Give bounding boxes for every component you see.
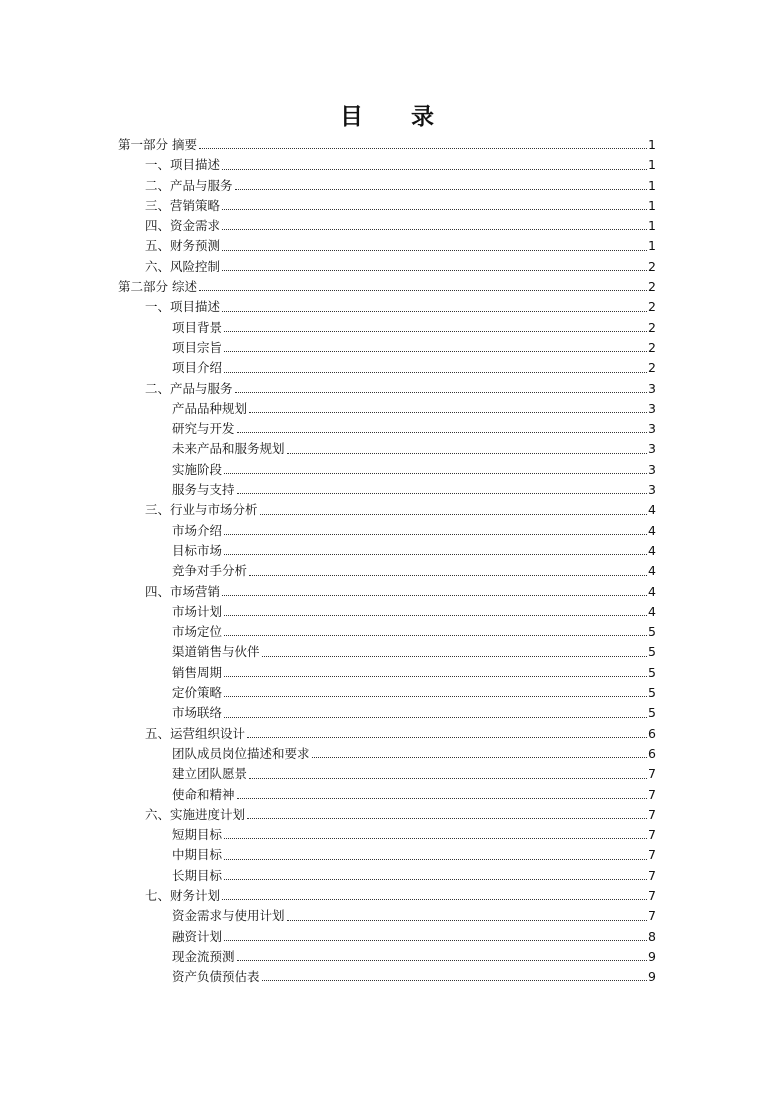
toc-entry-page-number: 3 (648, 441, 656, 457)
toc-entry[interactable] (118, 886, 656, 906)
toc-entry-page-number: 3 (648, 482, 656, 498)
toc-entry-page-number: 5 (648, 685, 656, 701)
toc-entry[interactable] (118, 480, 656, 500)
toc-entry-label: 三、行业与市场分析 (145, 502, 258, 518)
dot-leader (249, 575, 647, 576)
toc-entry[interactable] (118, 785, 656, 805)
toc-entry-page-number: 9 (648, 948, 656, 964)
toc-entry-label: 团队成员岗位描述和要求 (172, 745, 310, 761)
toc-entry-label: 短期目标 (172, 827, 223, 843)
toc-entry[interactable] (118, 642, 656, 662)
toc-entry-page-number: 6 (648, 745, 656, 761)
toc-entry[interactable] (118, 155, 656, 175)
toc-entry-label: 五、运营组织设计 (145, 725, 246, 741)
toc-entry-label: 研究与开发 (172, 421, 235, 437)
toc-entry[interactable] (118, 622, 656, 642)
toc-entry[interactable] (118, 460, 656, 480)
dot-leader (249, 412, 647, 413)
dot-leader (224, 331, 647, 332)
dot-leader (262, 980, 648, 981)
dot-leader (222, 270, 647, 271)
dot-leader (224, 676, 647, 677)
dot-leader (247, 818, 647, 819)
toc-entry-page-number: 5 (648, 624, 656, 640)
dot-leader (224, 717, 647, 718)
toc-entry-page-number: 3 (648, 400, 656, 416)
toc-entry[interactable] (118, 318, 656, 338)
dot-leader (262, 656, 648, 657)
toc-entry-label: 项目背景 (172, 319, 223, 335)
toc-entry-page-number: 4 (648, 522, 656, 538)
dot-leader (260, 514, 648, 515)
toc-entry[interactable] (118, 967, 656, 987)
dot-leader (287, 920, 648, 921)
toc-entry-label: 竞争对手分析 (172, 563, 248, 579)
dot-leader (222, 209, 647, 210)
toc-entry-label: 现金流预测 (172, 948, 235, 964)
toc-entry-label: 第二部分 综述 (118, 279, 197, 295)
dot-leader (224, 635, 647, 636)
toc-entry-label: 四、资金需求 (145, 218, 221, 234)
dot-leader (222, 169, 647, 170)
dot-leader (222, 250, 647, 251)
dot-leader (235, 392, 648, 393)
toc-entry-label: 六、风险控制 (145, 258, 221, 274)
toc-entry[interactable] (118, 176, 656, 196)
toc-entry[interactable] (118, 379, 656, 399)
dot-leader (224, 940, 647, 941)
toc-entry-page-number: 7 (648, 867, 656, 883)
dot-leader (237, 798, 648, 799)
toc-entry-label: 融资计划 (172, 928, 223, 944)
toc-entry-page-number: 4 (648, 563, 656, 579)
toc-entry[interactable] (118, 866, 656, 886)
toc-entry-page-number: 7 (648, 806, 656, 822)
dot-leader (224, 534, 647, 535)
toc-entry[interactable] (118, 805, 656, 825)
toc-entry[interactable] (118, 845, 656, 865)
toc-entry-page-number: 4 (648, 502, 656, 518)
toc-entry-label: 六、实施进度计划 (145, 806, 246, 822)
dot-leader (224, 473, 647, 474)
dot-leader (237, 960, 648, 961)
toc-entry-page-number: 2 (648, 339, 656, 355)
toc-entry-label: 资产负债预估表 (172, 969, 260, 985)
dot-leader (224, 615, 647, 616)
toc-entry[interactable] (118, 683, 656, 703)
toc-entry[interactable] (118, 602, 656, 622)
toc-entry-page-number: 2 (648, 319, 656, 335)
toc-entry-page-number: 7 (648, 847, 656, 863)
dot-leader (222, 311, 647, 312)
toc-entry-label: 一、项目描述 (145, 157, 221, 173)
toc-entry-page-number: 2 (648, 299, 656, 315)
dot-leader (312, 757, 648, 758)
dot-leader (247, 737, 647, 738)
toc-entry[interactable] (118, 521, 656, 541)
toc-entry[interactable] (118, 297, 656, 317)
toc-entry[interactable] (118, 825, 656, 845)
toc-entry-label: 市场计划 (172, 603, 223, 619)
toc-entry[interactable] (118, 419, 656, 439)
dot-leader (224, 372, 647, 373)
toc-entry[interactable] (118, 399, 656, 419)
dot-leader (224, 554, 647, 555)
toc-entry[interactable] (118, 906, 656, 926)
toc-entry-page-number: 1 (648, 197, 656, 213)
toc-entry-label: 销售周期 (172, 664, 223, 680)
toc-entry-label: 未来产品和服务规划 (172, 441, 285, 457)
toc-entry-page-number: 7 (648, 908, 656, 924)
toc-entry-page-number: 2 (648, 360, 656, 376)
toc-entry[interactable] (118, 724, 656, 744)
toc-entry-label: 建立团队愿景 (172, 766, 248, 782)
toc-entry-label: 四、市场营销 (145, 583, 221, 599)
dot-leader (287, 453, 648, 454)
toc-entry[interactable] (118, 500, 656, 520)
toc-entry[interactable] (118, 764, 656, 784)
toc-entry-label: 市场联络 (172, 705, 223, 721)
dot-leader (199, 148, 647, 149)
toc-entry-label: 三、营销策略 (145, 197, 221, 213)
toc-entry-label: 五、财务预测 (145, 238, 221, 254)
toc-entry[interactable] (118, 257, 656, 277)
toc-entry-page-number: 3 (648, 380, 656, 396)
dot-leader (224, 838, 647, 839)
toc-entry-page-number: 7 (648, 887, 656, 903)
toc-title: 目 录 (339, 104, 454, 130)
toc-entry-label: 七、财务计划 (145, 887, 221, 903)
dot-leader (237, 432, 648, 433)
dot-leader (224, 351, 647, 352)
toc-entry-label: 使命和精神 (172, 786, 235, 802)
dot-leader (235, 189, 648, 190)
toc-entry-page-number: 7 (648, 786, 656, 802)
toc-entry[interactable] (118, 196, 656, 216)
toc-entry-page-number: 1 (648, 238, 656, 254)
toc-entry-label: 渠道销售与伙伴 (172, 644, 260, 660)
toc-entry-label: 项目宗旨 (172, 339, 223, 355)
toc-entry-label: 中期目标 (172, 847, 223, 863)
toc-entry-label: 第一部分 摘要 (118, 137, 197, 152)
toc-entry-page-number: 4 (648, 542, 656, 558)
dot-leader (222, 595, 647, 596)
toc-entry-label: 长期目标 (172, 867, 223, 883)
dot-leader (224, 696, 647, 697)
dot-leader (222, 229, 647, 230)
toc-entry-label: 市场介绍 (172, 522, 223, 538)
toc-entry[interactable] (118, 582, 656, 602)
toc-entry-page-number: 9 (648, 969, 656, 985)
toc-entry-label: 定价策略 (172, 685, 223, 701)
toc-entry-label: 服务与支持 (172, 482, 235, 498)
toc-entry-page-number: 3 (648, 421, 656, 437)
toc-entry[interactable] (118, 663, 656, 683)
toc-entry[interactable] (118, 541, 656, 561)
toc-entry[interactable] (118, 927, 656, 947)
toc-entry-label: 资金需求与使用计划 (172, 908, 285, 924)
toc-entry-page-number: 5 (648, 664, 656, 680)
dot-leader (249, 778, 647, 779)
toc-entry-page-number: 5 (648, 644, 656, 660)
dot-leader (222, 899, 647, 900)
toc-entry-page-number: 4 (648, 603, 656, 619)
toc-entry[interactable] (118, 358, 656, 378)
toc-entry-page-number: 1 (648, 218, 656, 234)
dot-leader (224, 879, 647, 880)
toc-entry-label: 一、项目描述 (145, 299, 221, 315)
toc-entry[interactable] (118, 703, 656, 723)
toc-entry[interactable] (118, 236, 656, 256)
toc-entry-label: 实施阶段 (172, 461, 223, 477)
toc-entry[interactable] (118, 277, 656, 297)
toc-entry-label: 目标市场 (172, 542, 223, 558)
toc-entry-page-number: 3 (648, 461, 656, 477)
toc-list (118, 135, 656, 987)
toc-entry-label: 二、产品与服务 (145, 380, 233, 396)
toc-entry[interactable] (118, 135, 656, 155)
toc-entry-label: 产品品种规划 (172, 400, 248, 416)
toc-entry-label: 二、产品与服务 (145, 177, 233, 193)
toc-entry-page-number: 4 (648, 583, 656, 599)
toc-entry-page-number: 2 (648, 279, 656, 295)
toc-entry-page-number: 7 (648, 766, 656, 782)
toc-entry-page-number: 8 (648, 928, 656, 944)
toc-entry[interactable] (118, 744, 656, 764)
toc-entry-page-number: 2 (648, 258, 656, 274)
toc-entry-page-number: 1 (648, 137, 656, 152)
dot-leader (224, 859, 647, 860)
toc-entry[interactable] (118, 216, 656, 236)
toc-entry-page-number: 5 (648, 705, 656, 721)
toc-entry-label: 项目介绍 (172, 360, 223, 376)
dot-leader (199, 290, 647, 291)
toc-entry[interactable] (118, 439, 656, 459)
toc-entry-label: 市场定位 (172, 624, 223, 640)
dot-leader (237, 493, 648, 494)
toc-entry[interactable] (118, 338, 656, 358)
toc-entry[interactable] (118, 561, 656, 581)
toc-entry[interactable] (118, 947, 656, 967)
toc-entry-page-number: 7 (648, 827, 656, 843)
toc-entry-page-number: 1 (648, 177, 656, 193)
toc-entry-page-number: 1 (648, 157, 656, 173)
toc-entry-page-number: 6 (648, 725, 656, 741)
